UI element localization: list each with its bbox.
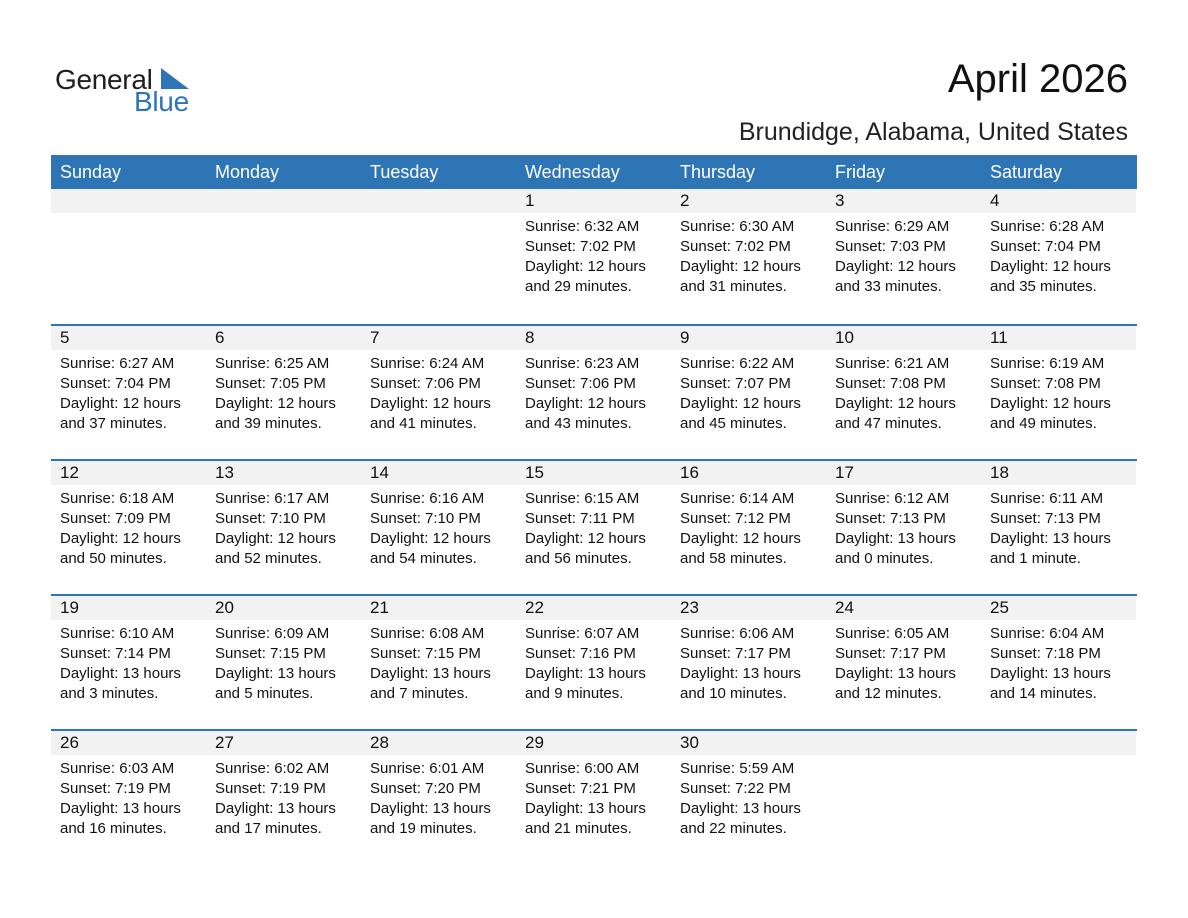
day-number-band — [671, 326, 826, 350]
daylight-text: Daylight: 13 hours — [215, 800, 336, 817]
sunset-text: Sunset: 7:15 PM — [215, 645, 326, 662]
sun-info — [990, 489, 1111, 569]
daylight-minutes-text: and 16 minutes. — [60, 820, 167, 837]
daylight-text: Daylight: 12 hours — [215, 395, 336, 412]
weekday-thursday: Thursday — [680, 162, 756, 182]
page-title: April 2026 — [947, 57, 1128, 101]
daylight-minutes-text: and 7 minutes. — [370, 685, 469, 702]
day-number: 1 — [525, 191, 535, 210]
daylight-minutes-text: and 41 minutes. — [370, 415, 477, 432]
day-number-band — [671, 189, 826, 213]
day-cell — [361, 189, 516, 324]
day-cell — [206, 596, 361, 729]
day-number: 21 — [370, 598, 389, 617]
daylight-minutes-text: and 52 minutes. — [215, 550, 322, 567]
day-number: 13 — [215, 463, 234, 482]
daylight-text: Daylight: 13 hours — [525, 800, 646, 817]
daylight-text: Daylight: 12 hours — [525, 530, 646, 547]
sunset-text: Sunset: 7:15 PM — [370, 645, 481, 662]
sunset-text: Sunset: 7:21 PM — [525, 780, 636, 797]
sunset-text: Sunset: 7:04 PM — [60, 375, 171, 392]
day-number: 24 — [835, 598, 854, 617]
day-cell — [206, 189, 361, 324]
daylight-minutes-text: and 29 minutes. — [525, 278, 632, 295]
day-number: 15 — [525, 463, 544, 482]
sun-info — [680, 217, 801, 297]
sunrise-text: Sunrise: 6:32 AM — [525, 218, 640, 235]
daylight-text: Daylight: 12 hours — [990, 395, 1111, 412]
daylight-text: Daylight: 12 hours — [525, 258, 646, 275]
sunrise-text: Sunrise: 6:15 AM — [525, 490, 640, 507]
daylight-text: Daylight: 12 hours — [370, 395, 491, 412]
sun-info — [835, 354, 956, 434]
sunrise-text: Sunrise: 6:30 AM — [680, 218, 795, 235]
daylight-text: Daylight: 13 hours — [525, 665, 646, 682]
day-cell — [51, 461, 206, 594]
weekday-sunday: Sunday — [60, 162, 122, 182]
day-cell — [671, 731, 826, 864]
daylight-text: Daylight: 12 hours — [60, 530, 181, 547]
day-cell — [51, 596, 206, 729]
day-number: 16 — [680, 463, 699, 482]
day-number: 30 — [680, 733, 699, 752]
sunrise-text: Sunrise: 6:06 AM — [680, 625, 795, 642]
daylight-minutes-text: and 21 minutes. — [525, 820, 632, 837]
sunset-text: Sunset: 7:02 PM — [525, 238, 636, 255]
day-cell — [516, 189, 671, 324]
day-cell — [671, 189, 826, 324]
sunrise-text: Sunrise: 6:29 AM — [835, 218, 950, 235]
sunset-text: Sunset: 7:17 PM — [680, 645, 791, 662]
sunrise-text: Sunrise: 6:25 AM — [215, 355, 330, 372]
sun-info — [525, 217, 646, 297]
weekday-saturday: Saturday — [990, 162, 1063, 182]
day-number: 3 — [835, 191, 845, 210]
day-cell — [361, 326, 516, 459]
daylight-minutes-text: and 35 minutes. — [990, 278, 1097, 295]
daylight-text: Daylight: 12 hours — [680, 395, 801, 412]
day-number: 2 — [680, 191, 690, 210]
day-number: 28 — [370, 733, 389, 752]
day-number-band — [51, 326, 206, 350]
day-number-band — [206, 189, 361, 213]
daylight-minutes-text: and 33 minutes. — [835, 278, 942, 295]
sunset-text: Sunset: 7:22 PM — [680, 780, 791, 797]
sun-info — [835, 624, 956, 704]
day-number: 23 — [680, 598, 699, 617]
daylight-text: Daylight: 13 hours — [835, 665, 956, 682]
day-number-band — [51, 189, 206, 213]
sunrise-text: Sunrise: 6:27 AM — [60, 355, 175, 372]
daylight-minutes-text: and 50 minutes. — [60, 550, 167, 567]
weekday-friday: Friday — [835, 162, 886, 182]
sunrise-text: Sunrise: 6:08 AM — [370, 625, 485, 642]
day-number: 8 — [525, 328, 535, 347]
daylight-text: Daylight: 12 hours — [525, 395, 646, 412]
daylight-minutes-text: and 3 minutes. — [60, 685, 159, 702]
daylight-text: Daylight: 13 hours — [370, 665, 491, 682]
daylight-minutes-text: and 17 minutes. — [215, 820, 322, 837]
day-number: 27 — [215, 733, 234, 752]
daylight-minutes-text: and 5 minutes. — [215, 685, 314, 702]
day-cell — [206, 461, 361, 594]
day-cell — [981, 731, 1136, 864]
sunset-text: Sunset: 7:11 PM — [525, 510, 635, 527]
daylight-text: Daylight: 13 hours — [60, 800, 181, 817]
calendar-grid — [51, 155, 1137, 864]
sunset-text: Sunset: 7:19 PM — [215, 780, 326, 797]
daylight-minutes-text: and 0 minutes. — [835, 550, 934, 567]
day-cell — [981, 461, 1136, 594]
daylight-minutes-text: and 37 minutes. — [60, 415, 167, 432]
sun-info — [525, 489, 646, 569]
sun-info — [990, 624, 1111, 704]
sunrise-text: Sunrise: 6:14 AM — [680, 490, 795, 507]
sun-info — [680, 624, 801, 704]
day-cell — [206, 326, 361, 459]
sunrise-text: Sunrise: 6:24 AM — [370, 355, 485, 372]
daylight-text: Daylight: 13 hours — [680, 665, 801, 682]
sun-info — [60, 489, 181, 569]
day-number-band — [206, 326, 361, 350]
sunrise-text: Sunrise: 6:02 AM — [215, 760, 330, 777]
sunrise-text: Sunrise: 6:18 AM — [60, 490, 175, 507]
logo-text-blue: Blue — [134, 86, 189, 117]
sun-info — [680, 489, 801, 569]
sunrise-text: Sunrise: 6:07 AM — [525, 625, 640, 642]
day-cell — [671, 326, 826, 459]
logo-text-general: General — [55, 64, 153, 95]
sunset-text: Sunset: 7:14 PM — [60, 645, 171, 662]
weekday-tuesday: Tuesday — [370, 162, 439, 182]
daylight-minutes-text: and 19 minutes. — [370, 820, 477, 837]
day-number: 25 — [990, 598, 1009, 617]
sunrise-text: Sunrise: 6:11 AM — [990, 490, 1104, 507]
weekday-wednesday: Wednesday — [525, 162, 620, 182]
brand-logo — [55, 62, 205, 122]
day-cell — [826, 731, 981, 864]
daylight-text: Daylight: 13 hours — [60, 665, 181, 682]
sunrise-text: Sunrise: 6:23 AM — [525, 355, 640, 372]
sunset-text: Sunset: 7:13 PM — [835, 510, 946, 527]
sunset-text: Sunset: 7:06 PM — [525, 375, 636, 392]
day-number: 11 — [990, 328, 1008, 347]
sun-info — [990, 354, 1111, 434]
sun-info — [835, 217, 956, 297]
sunrise-text: Sunrise: 5:59 AM — [680, 760, 795, 777]
day-number: 18 — [990, 463, 1009, 482]
daylight-minutes-text: and 54 minutes. — [370, 550, 477, 567]
day-cell — [516, 731, 671, 864]
day-number: 20 — [215, 598, 234, 617]
sunset-text: Sunset: 7:08 PM — [835, 375, 946, 392]
day-number-band — [981, 731, 1136, 755]
week-row — [51, 324, 1137, 459]
sunset-text: Sunset: 7:07 PM — [680, 375, 791, 392]
daylight-minutes-text: and 12 minutes. — [835, 685, 942, 702]
daylight-minutes-text: and 43 minutes. — [525, 415, 632, 432]
sunset-text: Sunset: 7:04 PM — [990, 238, 1101, 255]
day-cell — [51, 326, 206, 459]
sunrise-text: Sunrise: 6:17 AM — [215, 490, 330, 507]
sunrise-text: Sunrise: 6:22 AM — [680, 355, 795, 372]
day-cell — [671, 461, 826, 594]
daylight-text: Daylight: 13 hours — [215, 665, 336, 682]
day-cell — [826, 461, 981, 594]
daylight-text: Daylight: 13 hours — [835, 530, 956, 547]
week-row — [51, 729, 1137, 864]
sunset-text: Sunset: 7:06 PM — [370, 375, 481, 392]
day-number: 29 — [525, 733, 544, 752]
sunrise-text: Sunrise: 6:01 AM — [370, 760, 485, 777]
daylight-text: Daylight: 12 hours — [835, 395, 956, 412]
day-number: 17 — [835, 463, 854, 482]
sun-info — [60, 354, 181, 434]
daylight-text: Daylight: 12 hours — [370, 530, 491, 547]
day-number-band — [361, 326, 516, 350]
sun-info — [370, 354, 491, 434]
day-cell — [981, 189, 1136, 324]
day-cell — [516, 596, 671, 729]
week-row — [51, 594, 1137, 729]
sun-info — [370, 489, 491, 569]
sunset-text: Sunset: 7:10 PM — [215, 510, 326, 527]
day-number: 7 — [370, 328, 380, 347]
day-number: 6 — [215, 328, 225, 347]
sun-info — [835, 489, 956, 569]
sun-info — [215, 489, 336, 569]
sunrise-text: Sunrise: 6:00 AM — [525, 760, 640, 777]
sun-info — [215, 354, 336, 434]
weeks-container — [51, 189, 1137, 864]
sunset-text: Sunset: 7:02 PM — [680, 238, 791, 255]
sunrise-text: Sunrise: 6:12 AM — [835, 490, 950, 507]
day-cell — [826, 596, 981, 729]
sunset-text: Sunset: 7:19 PM — [60, 780, 171, 797]
daylight-minutes-text: and 22 minutes. — [680, 820, 787, 837]
sunset-text: Sunset: 7:13 PM — [990, 510, 1101, 527]
day-cell — [826, 326, 981, 459]
week-row — [51, 459, 1137, 594]
day-cell — [51, 189, 206, 324]
daylight-minutes-text: and 47 minutes. — [835, 415, 942, 432]
sunset-text: Sunset: 7:10 PM — [370, 510, 481, 527]
daylight-text: Daylight: 12 hours — [835, 258, 956, 275]
day-cell — [51, 731, 206, 864]
sun-info — [215, 624, 336, 704]
day-cell — [516, 461, 671, 594]
day-number-band — [981, 189, 1136, 213]
daylight-minutes-text: and 1 minute. — [990, 550, 1081, 567]
daylight-text: Daylight: 13 hours — [680, 800, 801, 817]
day-cell — [361, 731, 516, 864]
sun-info — [680, 354, 801, 434]
day-number-band — [516, 326, 671, 350]
location-subtitle: Brundidge, Alabama, United States — [738, 118, 1128, 146]
sunset-text: Sunset: 7:03 PM — [835, 238, 946, 255]
day-number: 19 — [60, 598, 79, 617]
daylight-minutes-text: and 9 minutes. — [525, 685, 624, 702]
daylight-minutes-text: and 39 minutes. — [215, 415, 322, 432]
day-number-band — [826, 731, 981, 755]
daylight-text: Daylight: 13 hours — [990, 530, 1111, 547]
day-cell — [516, 326, 671, 459]
sun-info — [215, 759, 336, 839]
sun-info — [990, 217, 1111, 297]
sunrise-text: Sunrise: 6:10 AM — [60, 625, 175, 642]
sunrise-text: Sunrise: 6:19 AM — [990, 355, 1105, 372]
sunset-text: Sunset: 7:08 PM — [990, 375, 1101, 392]
day-number-band — [826, 189, 981, 213]
day-number-band — [361, 189, 516, 213]
sun-info — [525, 759, 646, 839]
day-number: 4 — [990, 191, 1000, 210]
day-cell — [826, 189, 981, 324]
day-cell — [361, 596, 516, 729]
sun-info — [525, 624, 646, 704]
weekday-monday: Monday — [215, 162, 280, 182]
sun-info — [370, 624, 491, 704]
day-number-band — [516, 189, 671, 213]
daylight-minutes-text: and 14 minutes. — [990, 685, 1097, 702]
sun-info — [60, 759, 181, 839]
sunrise-text: Sunrise: 6:03 AM — [60, 760, 175, 777]
day-number: 22 — [525, 598, 544, 617]
daylight-minutes-text: and 45 minutes. — [680, 415, 787, 432]
daylight-text: Daylight: 13 hours — [370, 800, 491, 817]
weekday-header — [51, 155, 1137, 189]
daylight-text: Daylight: 12 hours — [990, 258, 1111, 275]
sun-info — [680, 759, 801, 839]
sunset-text: Sunset: 7:05 PM — [215, 375, 326, 392]
daylight-text: Daylight: 12 hours — [680, 530, 801, 547]
day-cell — [981, 596, 1136, 729]
day-number: 9 — [680, 328, 690, 347]
sunset-text: Sunset: 7:20 PM — [370, 780, 481, 797]
daylight-text: Daylight: 13 hours — [990, 665, 1111, 682]
day-number: 14 — [370, 463, 389, 482]
daylight-minutes-text: and 10 minutes. — [680, 685, 787, 702]
sunset-text: Sunset: 7:09 PM — [60, 510, 171, 527]
day-number: 10 — [835, 328, 854, 347]
daylight-text: Daylight: 12 hours — [60, 395, 181, 412]
day-cell — [671, 596, 826, 729]
day-number: 12 — [60, 463, 79, 482]
day-cell — [206, 731, 361, 864]
sunset-text: Sunset: 7:16 PM — [525, 645, 636, 662]
day-cell — [361, 461, 516, 594]
sun-info — [60, 624, 181, 704]
sunrise-text: Sunrise: 6:21 AM — [835, 355, 950, 372]
daylight-minutes-text: and 49 minutes. — [990, 415, 1097, 432]
daylight-minutes-text: and 56 minutes. — [525, 550, 632, 567]
daylight-text: Daylight: 12 hours — [215, 530, 336, 547]
daylight-minutes-text: and 58 minutes. — [680, 550, 787, 567]
sunrise-text: Sunrise: 6:16 AM — [370, 490, 485, 507]
sunrise-text: Sunrise: 6:28 AM — [990, 218, 1105, 235]
daylight-minutes-text: and 31 minutes. — [680, 278, 787, 295]
sunrise-text: Sunrise: 6:05 AM — [835, 625, 950, 642]
sunset-text: Sunset: 7:12 PM — [680, 510, 791, 527]
day-number: 26 — [60, 733, 79, 752]
sun-info — [370, 759, 491, 839]
daylight-text: Daylight: 12 hours — [680, 258, 801, 275]
day-number: 5 — [60, 328, 70, 347]
sun-info — [525, 354, 646, 434]
day-cell — [981, 326, 1136, 459]
sunset-text: Sunset: 7:18 PM — [990, 645, 1101, 662]
sunrise-text: Sunrise: 6:09 AM — [215, 625, 330, 642]
sunset-text: Sunset: 7:17 PM — [835, 645, 946, 662]
sunrise-text: Sunrise: 6:04 AM — [990, 625, 1105, 642]
week-row — [51, 189, 1137, 324]
